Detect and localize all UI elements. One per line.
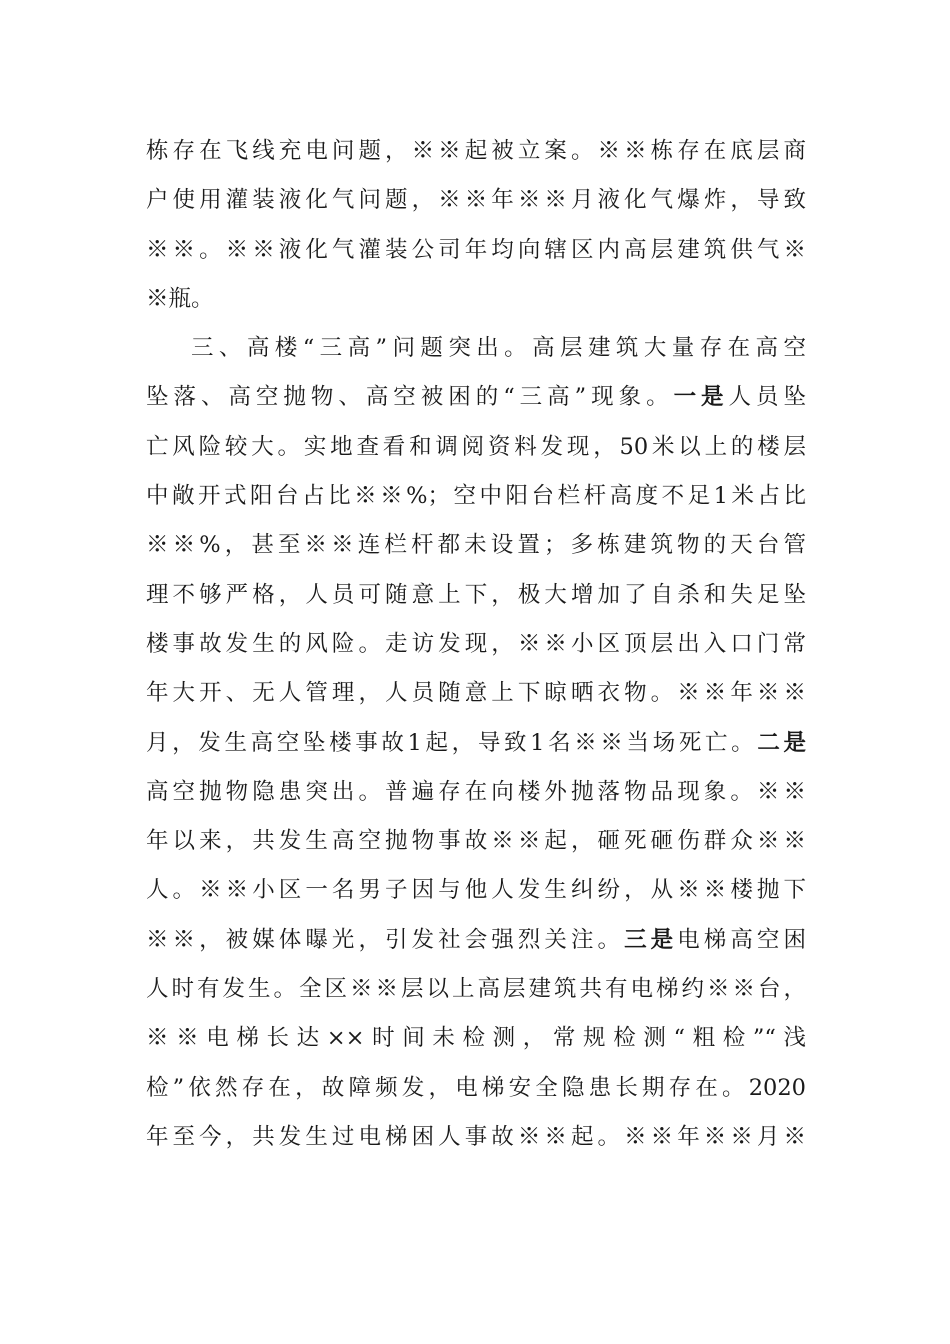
- text-line-15: 年以来，共发生高空抛物事故※※起，砸死砸伤群众※※: [146, 828, 806, 855]
- text-line-21: 年至今，共发生过电梯困人事故※※起。※※年※※月※: [146, 1123, 806, 1150]
- text-line-20: 检”依然存在，故障频发，电梯安全隐患长期存在。2020: [146, 1074, 806, 1101]
- text-line-10: 理不够严格，人员可随意上下，极大增加了自杀和失足坠: [146, 581, 806, 608]
- text-line-2: 户使用灌装液化气问题，※※年※※月液化气爆炸，导致: [146, 187, 806, 214]
- text-line-9: ※※%，甚至※※连栏杆都未设置；多栋建筑物的天台管: [146, 532, 806, 559]
- point-one-label: 一是: [673, 384, 729, 411]
- point-two-label: 二是: [757, 729, 806, 756]
- text-line-1: 栋存在飞线充电问题，※※起被立案。※※栋存在底层商: [146, 138, 806, 164]
- text-line-7: 亡风险较大。实地查看和调阅资料发现，50米以上的楼层: [146, 433, 806, 460]
- text-line-8: 中敞开式阳台占比※※%；空中阳台栏杆高度不足1米占比: [146, 483, 806, 510]
- text-line-14: 高空抛物隐患突出。普遍存在向楼外抛落物品现象。※※: [146, 778, 806, 805]
- text-line-13: 月，发生高空坠楼事故1起，导致1名※※当场死亡。二是: [146, 729, 806, 756]
- text-line-18: 人时有发生。全区※※层以上高层建筑共有电梯约※※台，: [146, 976, 806, 1003]
- text-line-3: ※※。※※液化气灌装公司年均向辖区内高层建筑供气※: [146, 236, 806, 263]
- point-three-label: 三是: [624, 926, 678, 953]
- text-line-11: 楼事故发生的风险。走访发现，※※小区顶层出入口门常: [146, 630, 806, 657]
- text-line-12: 年大开、无人管理，人员随意上下晾晒衣物。※※年※※: [146, 680, 806, 707]
- text-line-19: ※※电梯长达××时间未检测，常规检测“粗检”“浅: [146, 1025, 806, 1052]
- text-line-4: ※瓶。: [146, 285, 214, 312]
- text-line-17: ※※，被媒体曝光，引发社会强烈关注。三是电梯高空困: [146, 926, 806, 953]
- text-line-16: 人。※※小区一名男子因与他人发生纠纷，从※※楼抛下: [146, 877, 806, 904]
- body-text: [146, 127, 806, 1162]
- text-line-6: 坠落、高空抛物、高空被困的“三高”现象。一是人员坠: [146, 384, 806, 411]
- section-heading-line: 三、高楼“三高”问题突出。高层建筑大量存在高空: [191, 335, 806, 362]
